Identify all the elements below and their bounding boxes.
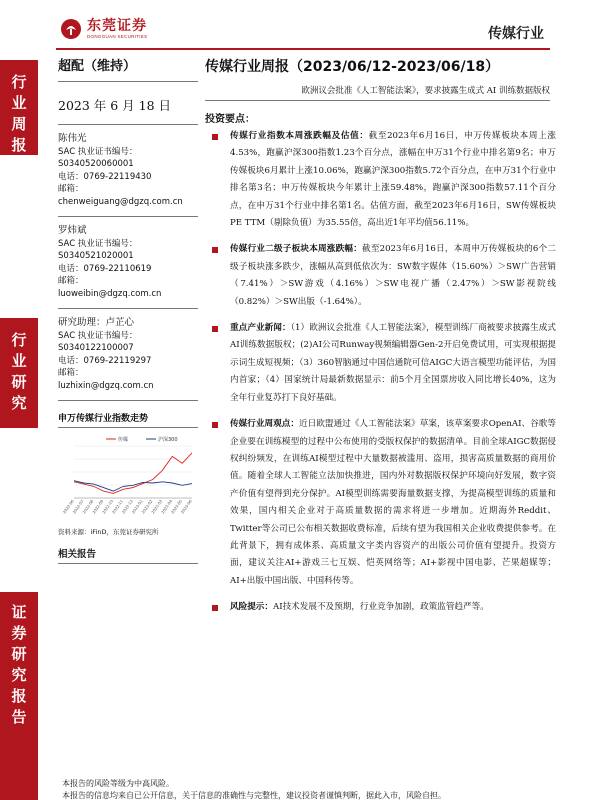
analyst-cert-label: SAC 执业证书编号：	[58, 146, 138, 157]
analyst-name: 罗炜斌	[58, 225, 87, 236]
analyst-block	[58, 133, 198, 208]
chart-x-tick-label: 2022-09	[91, 498, 105, 515]
disclaimer-line: 本报告的风险等级为中高风险。	[62, 779, 174, 788]
bullet-square-icon	[212, 247, 218, 253]
related-reports-heading: 相关报告	[58, 549, 97, 560]
analyst-name: 陈伟光	[58, 133, 87, 144]
key-points	[208, 128, 556, 617]
divider	[58, 400, 198, 401]
key-point-text: 截至2023年6月16日，本周申万传媒板块的6个二级子板块涨多跌少，涨幅从高到低依次为：SW数字媒体（15.60%）＞SW广告营销（7.41%）＞SW游戏（4.16%）＞SW电视广播（2.47%）＞SW影视院线（0.82%）＞SW出版（-1.64%）。	[230, 244, 556, 307]
report-subtitle: 欧洲议会批准《人工智能法案》，要求披露生成式 AI 训练数据版权	[301, 86, 550, 96]
header-divider	[56, 48, 550, 50]
bullet-square-icon	[212, 605, 218, 611]
divider	[58, 563, 198, 564]
analyst-email[interactable]: luzhixin@dgzq.com.cn	[58, 380, 154, 391]
analyst-email-label: 邮箱：	[58, 276, 84, 286]
key-point-lead: 重点产业新闻：	[230, 323, 291, 334]
divider	[58, 216, 198, 217]
chart-x-tick-label: 2022-11	[110, 498, 124, 515]
side-tab-weekly-label: 行业周报	[11, 73, 27, 154]
key-point	[208, 128, 556, 232]
analyst-phone: 电话：0769-22119430	[58, 171, 152, 182]
analyst-cert-label: SAC 执业证书编号：	[58, 238, 138, 249]
chart-title: 申万传媒行业指数走势	[58, 414, 149, 424]
analyst-phone: 电话：0769-22119297	[58, 355, 152, 366]
logo-emblem-icon	[60, 18, 82, 40]
key-point-lead: 传媒行业二级子板块本周涨跌幅：	[230, 244, 363, 255]
analyst-email[interactable]: luoweibin@dgzq.com.cn	[58, 288, 162, 299]
divider	[58, 427, 198, 428]
analyst-name: 研究助理：卢芷心	[58, 317, 135, 328]
chart-x-tick-label: 2023-05	[169, 498, 183, 515]
report-title: 传媒行业周报（2023/06/12-2023/06/18）	[205, 59, 500, 75]
side-tab-securities-label: 证券研究报告	[11, 603, 27, 726]
chart-x-tick-label: 2023-04	[159, 498, 174, 515]
chart-x-tick-label: 2022-08	[81, 498, 95, 515]
side-tab-weekly	[0, 60, 38, 155]
header-category: 传媒行业	[488, 26, 544, 42]
disclaimer-line: 本报告的信息均来自已公开信息，关于信息的准确性与完整性，建议投资者谨慎判断，据此入市，风险自担。	[62, 791, 446, 800]
key-point-text: 近日欧盟通过《人工智能法案》草案，该草案要求OpenAI、谷歌等企业要在训练模型的过程中公布使用的受版权保护的数据清单。目前全球AIGC数据侵权纠纷频发，在训练AI模型过程中大量数据被滥用、盗用，损害高质量数据的商用价值。随着全球人工智能立法加快推进，国内外对数据版权保护环境向好发展，数字资产价值有望得到充分保护。AI模型训练需要海量数据支撑，为提高模型训练的质量和效果，国内相关企业对于高质量数据的需求将进一步增加。近期海外Reddit、Twitter等公司已公布相关数据收费标准，后续有望为我国相关企业收费提供参考。在此背景下，拥有成体系、高质量文字类内容资产的出版公司价值有望提升。投资方面，建议关注AI+游戏三七互娱、恺英网络等；AI+影视中国电影、芒果超媒等；AI+出版中国出版、中国科传等。	[230, 419, 556, 586]
chart-x-tick-label: 2023-01	[130, 498, 144, 515]
analyst-cert: S0340122100007	[58, 343, 134, 353]
key-point	[208, 320, 556, 407]
chart-x-tick-label: 2022-10	[100, 498, 115, 515]
key-point-lead: 风险提示：	[230, 602, 273, 613]
title-divider	[205, 100, 550, 101]
side-tab-research-label: 行业研究	[11, 331, 27, 412]
logo-english: DONGGUAN SECURITIES	[87, 34, 148, 39]
chart-x-tick-label: 2022-07	[71, 498, 85, 515]
left-column	[58, 55, 198, 564]
chart-source: 资料来源：iFinD，东莞证券研究所	[58, 528, 159, 536]
key-point-text: 截至2023年6月16日，申万传媒板块本周上涨4.53%，跑赢沪深300指数1.23个百分点，涨幅在申万31个行业中排名第9名；申万传媒板块6月累计上涨10.06%，跑赢沪深300指数5.72个百分点，在申万31个行业中排名第3名；申万传媒板块今年累计上涨59.48%，跑赢沪深300指数57.11个百分点，在申万31个行业中排名第1名。估值方面，截至2023年6月16日，SW传媒板块PE TTM（剔除负值）为35.55倍，高出近1年平均值56.11%。	[230, 131, 556, 229]
analyst-cert: S0340520060001	[58, 159, 134, 169]
bullet-square-icon	[212, 326, 218, 332]
chart-legend-label: 传媒	[118, 437, 129, 443]
analyst-email-label: 邮箱：	[58, 184, 84, 194]
chart-x-tick-label: 2022-06	[61, 498, 75, 515]
divider	[58, 81, 198, 82]
rating: 超配（维持）	[58, 59, 137, 74]
side-tab-research	[0, 318, 38, 428]
analyst-block	[58, 225, 198, 300]
key-point	[208, 416, 556, 590]
analyst-cert: S0340521020001	[58, 251, 134, 261]
divider	[58, 124, 198, 125]
analyst-email-label: 邮箱：	[58, 368, 84, 378]
chart-x-tick-label: 2022-12	[120, 498, 134, 515]
side-tab-securities-report	[0, 592, 38, 800]
key-point-text: （1）欧洲议会批准《人工智能法案》，模型训练厂商被要求披露生成式AI训练数据版权；(2)AI公司Runway视频编辑器Gen-2开启免费试用，可实现根据提示词生成短视频；（3）360智脑通过中国信通院可信AIGC大语言模型功能评估，为国内首家；（4）国家统计局最新数据显示：前5个月全国票房收入同比增长40%，这为全年行业复苏打下良好基础。	[230, 323, 556, 403]
bullet-square-icon	[212, 422, 218, 428]
analyst-phone: 电话：0769-22110619	[58, 263, 152, 274]
analyst-email[interactable]: chenweiguang@dgzq.com.cn	[58, 196, 183, 207]
key-point	[208, 241, 556, 311]
company-logo	[60, 18, 147, 40]
key-point	[208, 599, 556, 616]
divider	[58, 308, 198, 309]
chart-x-tick-label: 2023-03	[150, 498, 164, 515]
chart-x-tick-label: 2023-06	[179, 498, 193, 515]
report-date: 2023 年 6 月 18 日	[58, 98, 172, 113]
analyst-cert-label: SAC 执业证书编号：	[58, 330, 138, 341]
key-point-text: AI技术发展不及预期，行业竞争加剧，政策监管趋严等。	[272, 602, 489, 613]
index-trend-chart	[58, 432, 198, 522]
key-point-lead: 传媒行业周观点：	[230, 419, 299, 430]
key-point-lead: 传媒行业指数本周涨跌幅及估值：	[230, 131, 369, 141]
section-heading: 投资要点：	[205, 114, 255, 125]
disclaimer	[62, 778, 446, 800]
chart-legend-label: 沪深300	[158, 437, 178, 443]
logo-chinese: 东莞证券	[87, 18, 147, 34]
bullet-square-icon	[212, 134, 218, 140]
chart-x-tick-label: 2023-02	[140, 498, 154, 515]
analyst-block	[58, 317, 198, 392]
